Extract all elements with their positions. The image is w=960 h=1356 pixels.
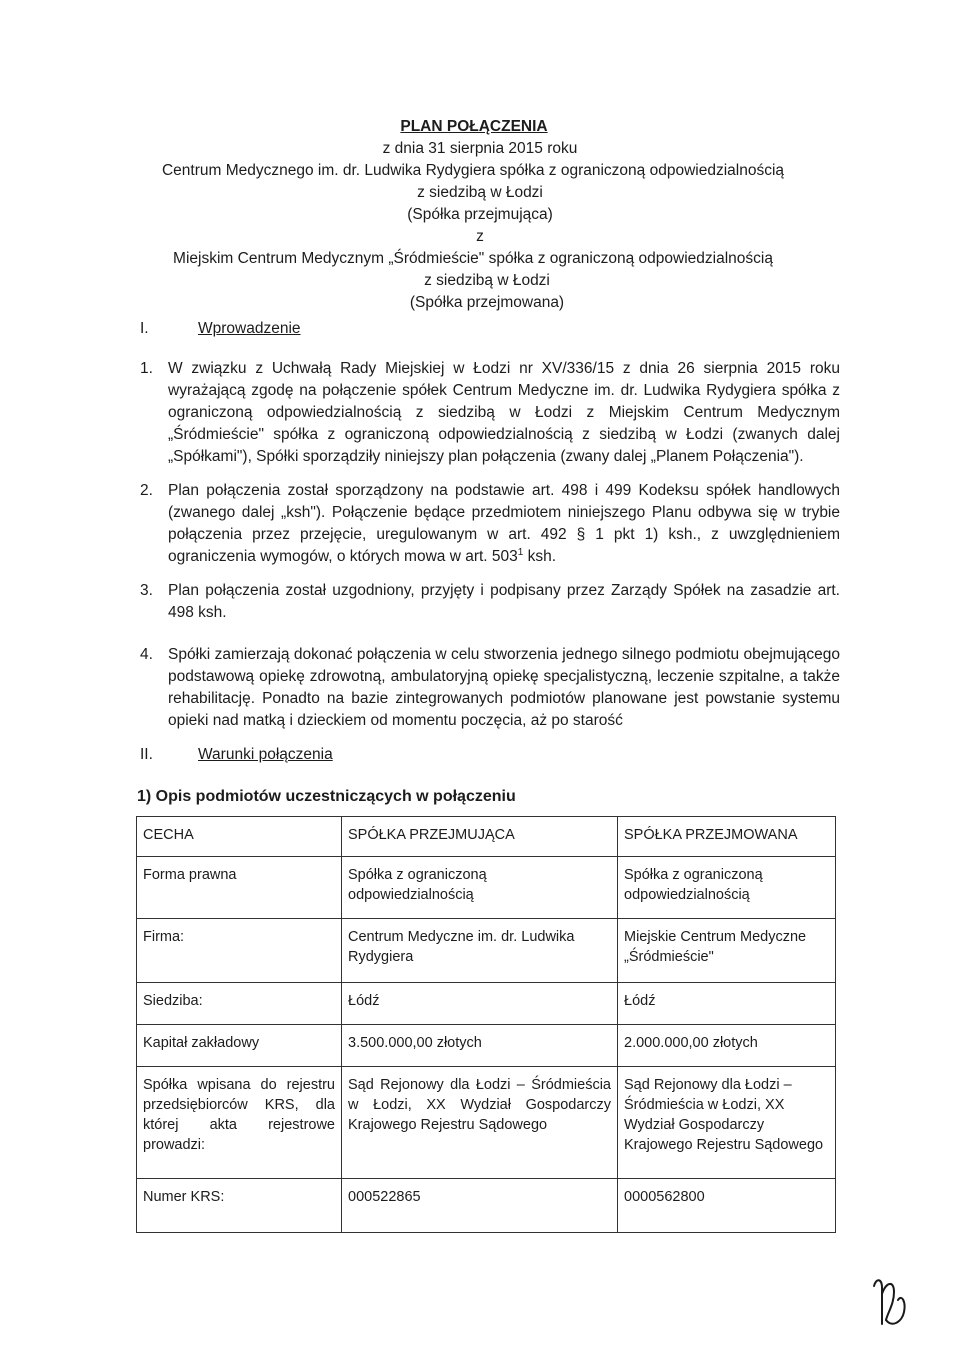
section-2-number: II. bbox=[140, 746, 153, 763]
table-cell: 3.500.000,00 złotych bbox=[342, 1025, 618, 1067]
subsection-title: 1) Opis podmiotów uczestniczących w połączeniu bbox=[137, 788, 516, 805]
table-cell: SPÓŁKA PRZEJMUJĄCA bbox=[342, 817, 618, 857]
footnote-superscript: 1 bbox=[517, 546, 524, 558]
table-cell: Spółka z ograniczoną odpowiedzialnością bbox=[342, 857, 618, 919]
acquiring-company-name: Centrum Medycznego im. dr. Ludwika Rydygiera spółka z ograniczoną odpowiedzialnością bbox=[161, 162, 785, 179]
table-cell: 2.000.000,00 złotych bbox=[618, 1025, 836, 1067]
table-cell: Łódź bbox=[342, 983, 618, 1025]
section-2-heading bbox=[140, 744, 333, 766]
table-cell: Spółka wpisana do rejestru przedsiębiorców KRS, dla której akta rejestrowe prowadzi: bbox=[137, 1067, 342, 1179]
table-cell: Spółka z ograniczoną odpowiedzialnością bbox=[618, 857, 836, 919]
paragraph-number: 2. bbox=[140, 482, 153, 499]
paragraph-text: W związku z Uchwałą Rady Miejskiej w Łodzi nr XV/336/15 z dnia 26 sierpnia 2015 roku wyrażającą zgodę na połączenie spółek Centrum Medyczne im. dr. Ludwika Rydygiera spółka z ograniczoną odpowiedzialnością z siedzibą w Łodzi z Miejskim Centrum Medycznym „Śródmieście" spółka z ograniczoną odpowiedzialnością z siedzibą w Łodzi (zwanych dalej „Spółkami"), Spółki sporządziły niniejszy plan połączenia (zwany dalej „Planem Połączenia"). bbox=[168, 360, 840, 465]
table-row bbox=[137, 817, 836, 857]
table-cell: Centrum Medyczne im. dr. Ludwika Rydygiera bbox=[342, 919, 618, 983]
section-1-heading bbox=[140, 318, 301, 340]
table-cell: Firma: bbox=[137, 919, 342, 983]
paragraph-1 bbox=[140, 358, 840, 468]
table-cell: Forma prawna bbox=[137, 857, 342, 919]
section-1-title: Wprowadzenie bbox=[198, 320, 301, 337]
intro-paragraphs bbox=[140, 358, 840, 744]
table-cell: Miejskie Centrum Medyczne „Śródmieście" bbox=[618, 919, 836, 983]
paragraph-3 bbox=[140, 580, 840, 624]
acquired-company-role: (Spółka przejmowana) bbox=[409, 294, 565, 311]
acquired-company-seat: z siedzibą w Łodzi bbox=[424, 272, 550, 289]
paragraph-number: 1. bbox=[140, 360, 153, 377]
table-row bbox=[137, 1025, 836, 1067]
table-cell: SPÓŁKA PRZEJMOWANA bbox=[618, 817, 836, 857]
paragraph-text: Spółki zamierzają dokonać połączenia w celu stworzenia jednego silnego podmiotu obejmującego podstawową opiekę zdrowotną, ambulatoryjną opiekę specjalistyczną, leczenie szpitalne, a także rehabilitację. Ponadto na bazie zintegrowanych podmiotów planowane jest powstanie systemu opieki nad matką i dzieckiem od momentu poczęcia, aż po starość bbox=[168, 646, 840, 729]
table-cell: Kapitał zakładowy bbox=[137, 1025, 342, 1067]
paragraph-text: Plan połączenia został uzgodniony, przyjęty i podpisany przez Zarządy Spółek na zasadzie art. 498 ksh. bbox=[168, 582, 840, 621]
table-row bbox=[137, 857, 836, 919]
handwritten-initials-mark bbox=[868, 1272, 912, 1332]
table-row bbox=[137, 1067, 836, 1179]
paragraph-text-part: Plan połączenia został sporządzony na podstawie art. 498 i 499 Kodeksu spółek handlowych (zwanego dalej „ksh"). Połączenie będące przedmiotem niniejszego Planu odbywa się w trybie połączenia przez przejęcie, uregulowanym w art. 492 § 1 pkt 1) ksh., z uwzględnieniem ograniczenia wymogów, o których mowa w art. 503 bbox=[168, 482, 840, 565]
section-2-title: Warunki połączenia bbox=[198, 746, 333, 763]
acquired-company-name: Miejskim Centrum Medycznym „Śródmieście" spółka z ograniczoną odpowiedzialnością bbox=[173, 250, 773, 267]
acquiring-company-seat: z siedzibą w Łodzi bbox=[417, 184, 543, 201]
paragraph-4 bbox=[140, 644, 840, 732]
table-cell: CECHA bbox=[137, 817, 342, 857]
paragraph-number: 4. bbox=[140, 646, 153, 663]
table-cell: Sąd Rejonowy dla Łodzi – Śródmieścia w Łodzi, XX Wydział Gospodarczy Krajowego Rejestru Sądowego bbox=[342, 1067, 618, 1179]
paragraph-number: 3. bbox=[140, 582, 153, 599]
paragraph-2 bbox=[140, 480, 840, 568]
table-row bbox=[137, 1179, 836, 1233]
participants-table bbox=[136, 816, 836, 1233]
paragraph-text-part: ksh. bbox=[523, 548, 557, 565]
acquiring-company-role: (Spółka przejmująca) bbox=[407, 206, 553, 223]
table-cell: 0000562800 bbox=[618, 1179, 836, 1233]
section-1-number: I. bbox=[140, 320, 149, 337]
table-cell: 000522865 bbox=[342, 1179, 618, 1233]
table-cell: Łódź bbox=[618, 983, 836, 1025]
table-cell: Siedziba: bbox=[137, 983, 342, 1025]
document-title: PLAN POŁĄCZENIA bbox=[400, 118, 548, 135]
document-date: z dnia 31 sierpnia 2015 roku bbox=[382, 140, 578, 157]
document-header bbox=[0, 116, 960, 314]
paragraph-text bbox=[168, 480, 840, 568]
table-row bbox=[137, 919, 836, 983]
table-row bbox=[137, 983, 836, 1025]
table-cell: Numer KRS: bbox=[137, 1179, 342, 1233]
conjunction: z bbox=[476, 228, 484, 245]
table-cell: Sąd Rejonowy dla Łodzi – Śródmieścia w Łodzi, XX Wydział Gospodarczy Krajowego Rejestru Sądowego bbox=[618, 1067, 836, 1179]
